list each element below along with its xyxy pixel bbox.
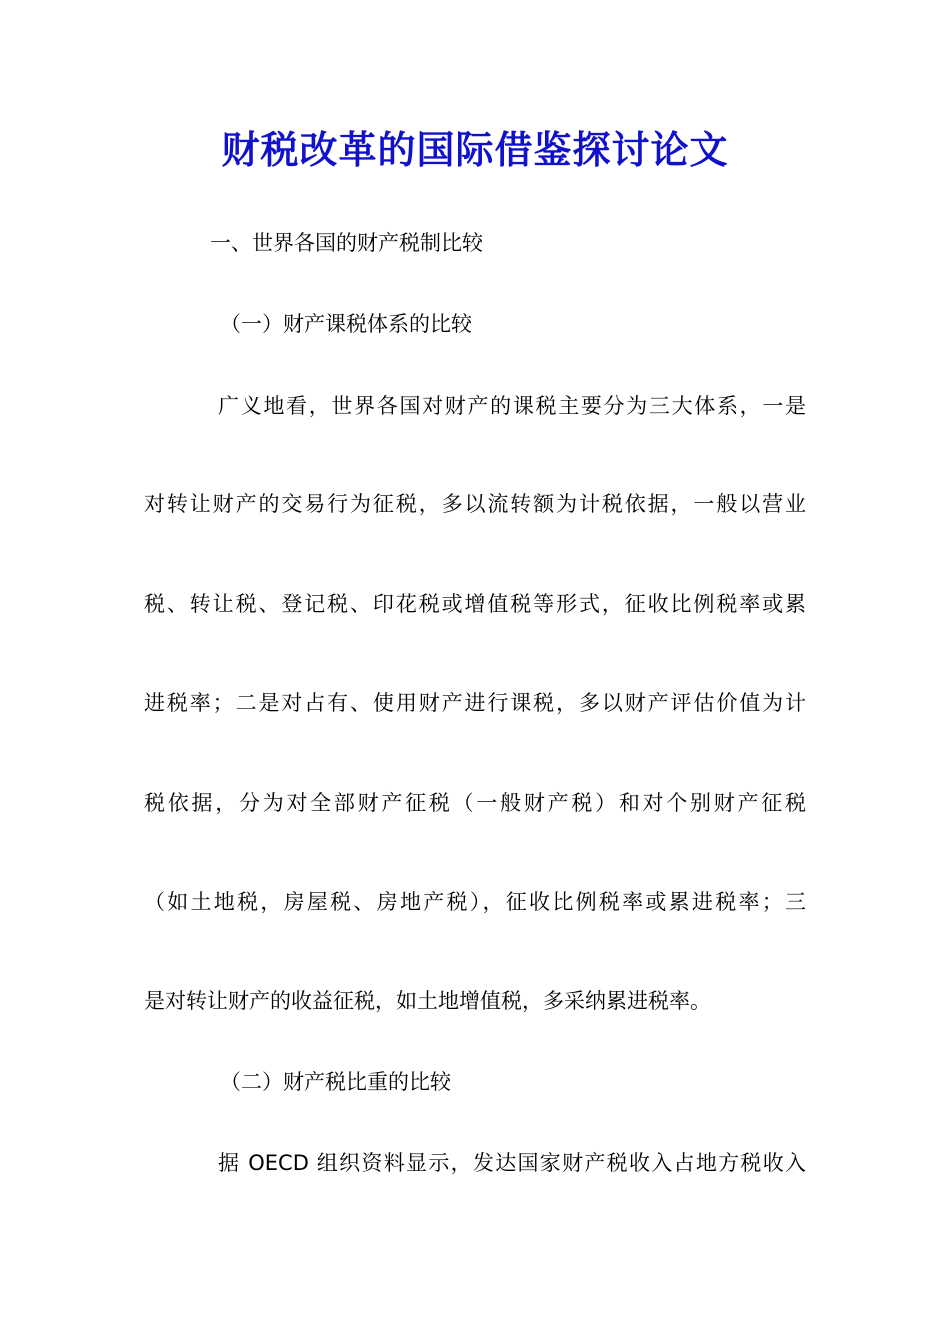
paragraph-1-line-3: 税、转让税、登记税、印花税或增值税等形式，征收比例税率或累 (144, 592, 806, 616)
paragraph-1-line-7: 是对转让财产的收益征税，如土地增值税，多采纳累进税率。 (144, 989, 711, 1013)
paragraph-1-line-6: （如土地税，房屋税、房地产税），征收比例税率或累进税率；三 (144, 890, 806, 914)
paragraph-2-line-1: 据 OECD 组织资料显示，发达国家财产税收入占地方税收入 (218, 1151, 806, 1175)
subsection-heading-1: （一）财产课税体系的比较 (220, 312, 472, 336)
paragraph-1-line-1: 广义地看，世界各国对财产的课税主要分为三大体系，一是 (218, 394, 806, 418)
subsection-heading-2: （二）财产税比重的比较 (220, 1070, 451, 1094)
paragraph-1-line-2: 对转让财产的交易行为征税，多以流转额为计税依据，一般以营业 (144, 492, 806, 516)
paragraph-1-line-5: 税依据，分为对全部财产征税（一般财产税）和对个别财产征税 (144, 791, 806, 815)
section-heading-1: 一、世界各国的财产税制比较 (210, 231, 483, 255)
document-title: 财税改革的国际借鉴探讨论文 (221, 128, 729, 172)
paragraph-1-line-4: 进税率；二是对占有、使用财产进行课税，多以财产评估价值为计 (144, 691, 806, 715)
